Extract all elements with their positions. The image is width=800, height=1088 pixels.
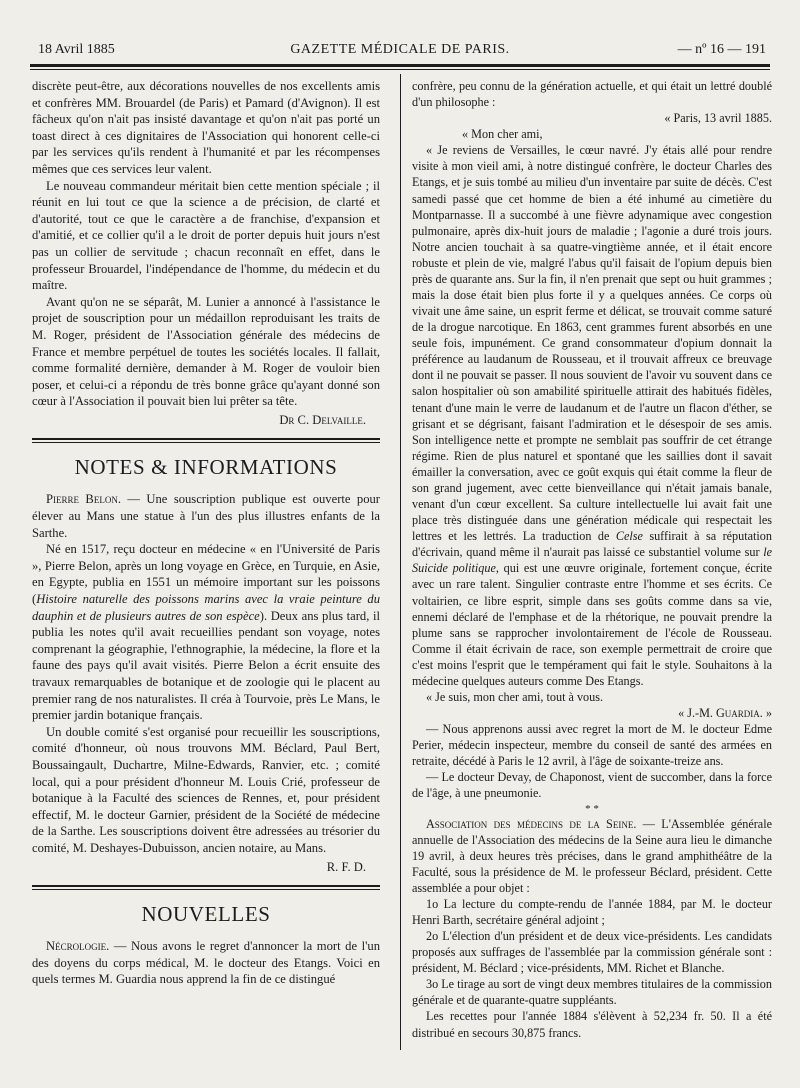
article-necrologie: Nécrologie. — Nous avons le regret d'annoncer la mort de l'un des doyens du corps médical, M. le docteur des Etangs. Voici en quels termes M. Guardia nous apprend la fin de ce distingué (32, 939, 380, 987)
book-title: le Suicide politique (412, 545, 772, 576)
notes-section-header (32, 438, 380, 479)
nouvelles-section-header (32, 885, 380, 926)
header-date: 18 Avril 1885 (38, 42, 115, 57)
header-rule-thin (30, 69, 770, 70)
paragraph: Le nouveau commandeur méritait bien cette mention spéciale ; il réunit en lui tout ce que la science a de précision, de clarté et d'autorité, tout ce que le caractère a de franchise, d'expansion et d'amitié, et ce collier qu'il a le droit de porter depuis huit jours n'est pas un collier de servitude ; chacun reconnaît en effet, dans le professeur Brouardel, l'indépendance de l'homme, du médecin et du maître. (32, 178, 380, 293)
letter-body: « Je reviens de Versailles, le cœur navré. J'y étais allé pour rendre visite à mon vieil ami, à notre distingué confrère, le docteur Charles des Etangs, et je suis tombé au milieu d'un inventaire par suite de décès. C'est samedi passé que cet homme de bien a été inhumé au cimetière du Montparnasse. Il a succombé à une fièvre adynamique avec congestion pulmonaire, après dix-huit jours de maladie ; l'agonie a duré trois jours. Notre ancien touchait à sa quatre-vingtième année, et il était encore robuste et plein de vie, malgré l'abus qu'il faisait de l'opium depuis bien près de quarante ans. Sur la fin, il n'en prenait que sept ou huit grammes ; mais la dose était bien plus forte il y a quelques années. Ce corps où vivait une âme saine, un esprit ferme et délicat, se trouvait comme saturé de la drogue narcotique. En 1863, cent grammes furent absorbés en une seule fois, impunément. Ce grand consommateur d'opium donnait la préférence au laudanum de Rousseau, et il trouvait affreux ce breuvage dont il ne pouvait se passer. Il nous souvient de l'avoir vu souvent dans ce salon hospitalier où son amabilité spirituelle attirait des habitués fidèles, tenant d'une main le verre de laudanum et de l'autre un flacon d'éther, se grisant et se dégrisant, faisant l'admiration et le désespoir de ses amis. Son intelligence nette et prompte ne semblait pas souffrir de cet étrange régime. Rien de plus naturel et spontané que les saillies dont il savait émailler la conversation, avec ce goût exquis qui était comme la fleur de son grand jugement, avec cette bienveillance qui n'était jamais banale, venant d'un cœur excellent. Sa culture intellectuelle lui avait fait une place très distinguée dans une génération médicale qui respectait les lettres et les lettrés. La traduction de Celse suffirait à sa réputation d'écrivain, quand même il n'aurait pas laissé ce substantiel volume sur le Suicide politique, qui est une œuvre originale, fortement conçue, écrite avec un rare talent. Singulier contraste entre l'homme et ses écrits. Ce voltairien, ce libre esprit, simple dans ses goûts comme dans sa vie, ennemi déclaré de l'emphase et de la rhétorique, ne pouvait prendre la plume sans se rapprocher involontairement de l'école de Rousseau. Comme il était écrivain de race, son exemple permettrait de croire que c'est moins l'esprit que le tempérament qui fait le style. Souhaitons à la médecine quelques auteurs comme Des Etangs. (412, 143, 773, 688)
right-column (412, 78, 772, 1041)
signature: Dr C. Delvaille. (279, 412, 366, 427)
list-item: 1o La lecture du compte-rendu de l'année 1884, par M. le docteur Henri Barth, secrétaire général adjoint ; (412, 896, 772, 927)
paragraph: Avant qu'on ne se séparât, M. Lunier a annoncé à l'assistance le projet de souscription pour un médaillon reproduisant les traits de M. Roger, président de l'Association générale des médecins de France et membre perpétuel de toutes les sociétés locales. Il fallait, comme formalité dernière, demander à M. Roger de vouloir bien poser, et celui-ci a répondu de très bonne grâce qu'ayant donné son cœur à l'Association il pouvait bien lui prêter sa tête. (32, 294, 380, 409)
section-title-notes: NOTES & INFORMATIONS (74, 455, 338, 480)
list-item: 3o Le tirage au sort de vingt deux membres titulaires de la commission générale et de quarante-quatre suppléants. (412, 977, 772, 1008)
book-title: Histoire naturelle des poissons marins avec la vraie peinture du dauphin et de plusieurs autres de son espèce (32, 592, 380, 623)
initials: R. F. D. (326, 859, 366, 874)
paragraph: confrère, peu connu de la génération actuelle, et qui était un lettré doublé d'un philosophe : (412, 79, 772, 110)
letter-signature: « J.-M. Guardia. » (678, 706, 772, 721)
section-title-nouvelles: NOUVELLES (141, 902, 271, 927)
left-column (32, 78, 380, 988)
paragraph: discrète peut-être, aux décorations nouvelles de nos excellents amis et confrères MM. Brouardel (de Paris) et Pamard (d'Avignon). Il est fâcheux qu'on n'ait pas insisté davantage et qu'on n'ait pas porté un toast direct à ces dignitaires de l'Association qui honorent celle-ci par les services qu'ils rendent à l'humanité et par les récompenses mêmes que ces services leur valent. (32, 79, 380, 176)
section-rule (32, 885, 380, 890)
paragraph: Né en 1517, reçu docteur en médecine « en l'Université de Paris », Pierre Belon, après un long voyage en Grèce, en Turquie, en Asie, en Egypte, publia en 1551 un mémoire important sur les poissons (Histoire naturelle des poissons marins avec la vraie peinture du dauphin et de plusieurs autres de son espèce). Deux ans plus tard, il publia les notes qu'il avait recueillies pendant son voyage, notes comprenant la géographie, l'ethnographie, la médecine, la flore et la faune des pays qu'il avait visités. Pierre Belon a écrit ensuite des travaux remarquables de botanique et de zoologie qui le placent au premier rang de nos naturalistes. Il créa à Tourvoie, près Le Mans, le premier jardin botanique français. (32, 542, 380, 723)
letter-date: « Paris, 13 avril 1885. (664, 111, 772, 126)
paragraph: Un double comité s'est organisé pour recueillir les souscriptions, comité d'honneur, où nous trouvons MM. Béclard, Paul Bert, Boussaingault, Duchartre, Milne-Edwards, Ranvier, etc. ; comité local, qui a pour président d'honneur M. Louis Crié, professeur de botanique à la Faculté des sciences de Rennes, et, pour président effectif, M. le docteur Garnier, président de la Société de médecine de la Sarthe. Les souscriptions doivent être adressées au trésorier du comité, M. Deshayes-Dubuisson, ancien notaire, au Mans. (32, 724, 380, 855)
article-association: Association des médecins de la Seine. — L'Assemblée générale annuelle de l'Association des médecins de la Seine aura lieu le dimanche 19 avril, à deux heures très précises, dans le grand amphithéâtre de la Faculté, sous la présidence de M. le professeur Béclard, président. Cette assemblée a pour objet : (412, 816, 772, 895)
section-rule (32, 438, 380, 443)
paragraph: Les recettes pour l'année 1884 s'élèvent à 52,234 fr. 50. Il a été distribué en secours 30,875 francs. (412, 1009, 772, 1040)
separator-stars: * * (585, 802, 599, 815)
letter-salutation: « Mon cher ami, (462, 127, 543, 142)
book-title: Celse (615, 529, 643, 544)
paragraph: — Nous apprenons aussi avec regret la mort de M. le docteur Edme Perier, médecin inspecteur, membre du conseil de santé des armées en retraite, décédé à Paris le 12 avril, à l'âge de soixante-treize ans. (412, 722, 772, 769)
letter-closing: « Je suis, mon cher ami, tout à vous. (426, 689, 604, 704)
column-divider (400, 74, 401, 1050)
page-header (30, 42, 770, 64)
article-belon: Pierre Belon. — Une souscription publique est ouverte pour élever au Mans une statue à l'un des plus illustres enfants de la Sarthe. (32, 492, 380, 540)
page-number: — nº 16 — 191 (677, 42, 766, 57)
header-rule-thick (30, 64, 770, 67)
paragraph: — Le docteur Devay, de Chaponost, vient de succomber, dans la force de l'âge, à une pneumonie. (412, 770, 772, 801)
article-lead: Association des médecins de la Seine. (426, 816, 637, 831)
list-item: 2o L'élection d'un président et de deux vice-présidents. Les candidats proposés aux suffrages de l'assemblée par la commission générale sont : président, M. Béclard ; vice-présidents, MM. Richet et Blanche. (412, 929, 772, 976)
article-lead: Pierre Belon. (46, 492, 121, 507)
journal-title: GAZETTE MÉDICALE DE PARIS. (290, 42, 510, 57)
article-lead: Nécrologie. (46, 939, 110, 954)
